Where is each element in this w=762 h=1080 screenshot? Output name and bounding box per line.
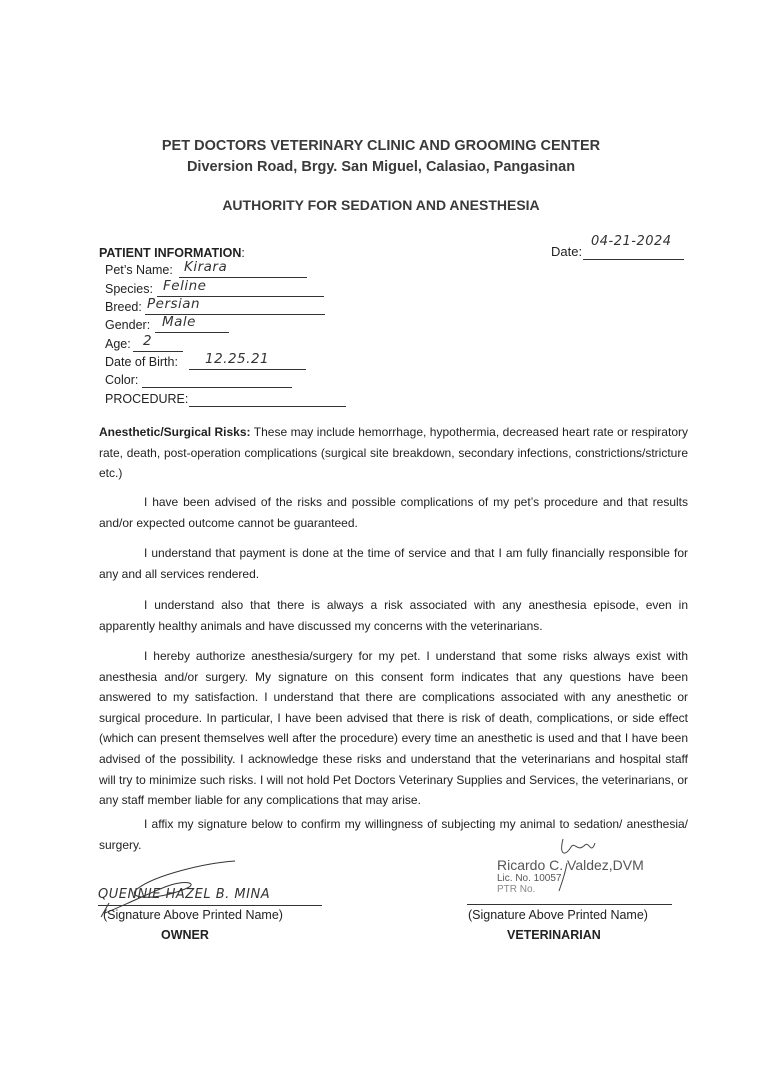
owner-signature-caption: (Signature Above Printed Name) — [103, 908, 283, 922]
paragraph-risks-advised: I have been advised of the risks and possible complications of my pet’s procedure and that results and/or expected outcome cannot be guaranteed. — [99, 495, 688, 530]
date-of-birth-field — [105, 351, 270, 369]
vet-name: Ricardo C. Valdez,DVM — [497, 857, 644, 873]
gender-field — [105, 314, 196, 332]
vet-signature-caption: (Signature Above Printed Name) — [468, 908, 648, 922]
breed-value: Persian — [147, 296, 201, 312]
vet-stamp — [497, 857, 644, 895]
paragraph-payment: I understand that payment is done at the time of service and that I am fully financially responsible for any and all services rendered. — [99, 546, 688, 581]
gender-value: Male — [162, 314, 196, 330]
pet-name-field — [105, 259, 228, 277]
field-label: Pet’s Name: — [105, 263, 173, 277]
vet-signature-line — [467, 904, 672, 905]
field-label: Color: — [105, 373, 139, 387]
owner-printed-name: QUENNIE HAZEL B. MINA — [98, 887, 271, 902]
paragraph-anesthesia-risk: I understand also that there is always a risk associated with any anesthesia episode, even in apparently healthy animals and have discussed my concerns with the veterinarians. — [99, 598, 688, 633]
risks-paragraph — [99, 422, 688, 484]
age-value: 2 — [143, 333, 153, 349]
date-underline — [583, 259, 684, 260]
age-field — [105, 333, 153, 351]
species-value: Feline — [163, 278, 207, 294]
vet-ptr: PTR No. — [497, 884, 536, 895]
pet-name-value: Kirara — [184, 259, 228, 275]
species-field — [105, 278, 207, 296]
date-value: 04-21-2024 — [591, 234, 672, 249]
field-label: PROCEDURE: — [105, 392, 189, 406]
date-label: Date: — [551, 244, 583, 259]
date-field — [551, 234, 672, 259]
form-title: AUTHORITY FOR SEDATION AND ANESTHESIA — [222, 197, 540, 213]
procedure-field — [105, 392, 188, 406]
field-label: Gender: — [105, 318, 151, 332]
clinic-name: PET DOCTORS VETERINARY CLINIC AND GROOMING CENTER — [161, 138, 601, 154]
breed-field — [105, 296, 201, 314]
field-label: Breed: — [105, 300, 142, 314]
owner-role-label: OWNER — [161, 928, 209, 942]
vet-role-label: VETERINARIAN — [507, 928, 601, 942]
paragraph-signature-confirmation: I affix my signature below to confirm my willingness of subjecting my animal to sedation/ anesthesia/ surgery. — [99, 817, 688, 852]
field-label: Age: — [105, 337, 131, 351]
dob-value: 12.25.21 — [205, 351, 270, 367]
paragraph-authorization: I hereby authorize anesthesia/surgery for my pet. I understand that some risks always exist with anesthesia and/or surgery. My signature on this consent form indicates that any questions have been answered to my satisfaction. I understand that there are complications associated with any anesthetic or surgical procedure. In particular, I have been advised that there is risk of death, complications, or side effect (which can present themselves well after the procedure) every time an anesthetic is used and that I have been advised of the possibility. I acknowledge these risks and understand that the veterinarians and hospital staff will try to minimize such risks. I will not hold Pet Doctors Veterinary Supplies and Services, the veterinarians, or any staff member liable for any complications that may arise. — [99, 649, 688, 808]
patient-info-heading: PATIENT INFORMATION: — [99, 246, 245, 260]
field-label: Species: — [105, 282, 153, 296]
risks-heading: Anesthetic/Surgical Risks: — [99, 425, 251, 439]
risks-text: These may include hemorrhage, hypothermia, decreased heart rate or respiratory rate, death, post-operation complications (surgical site breakdown, secondary infections, constrictions/stricture etc.) — [99, 425, 688, 481]
field-label: Date of Birth: — [105, 355, 178, 369]
clinic-address: Diversion Road, Brgy. San Miguel, Calasiao, Pangasinan — [186, 159, 576, 175]
color-field — [105, 373, 138, 387]
vet-license: Lic. No. 10057 — [497, 873, 562, 884]
owner-signature-line — [98, 905, 322, 906]
